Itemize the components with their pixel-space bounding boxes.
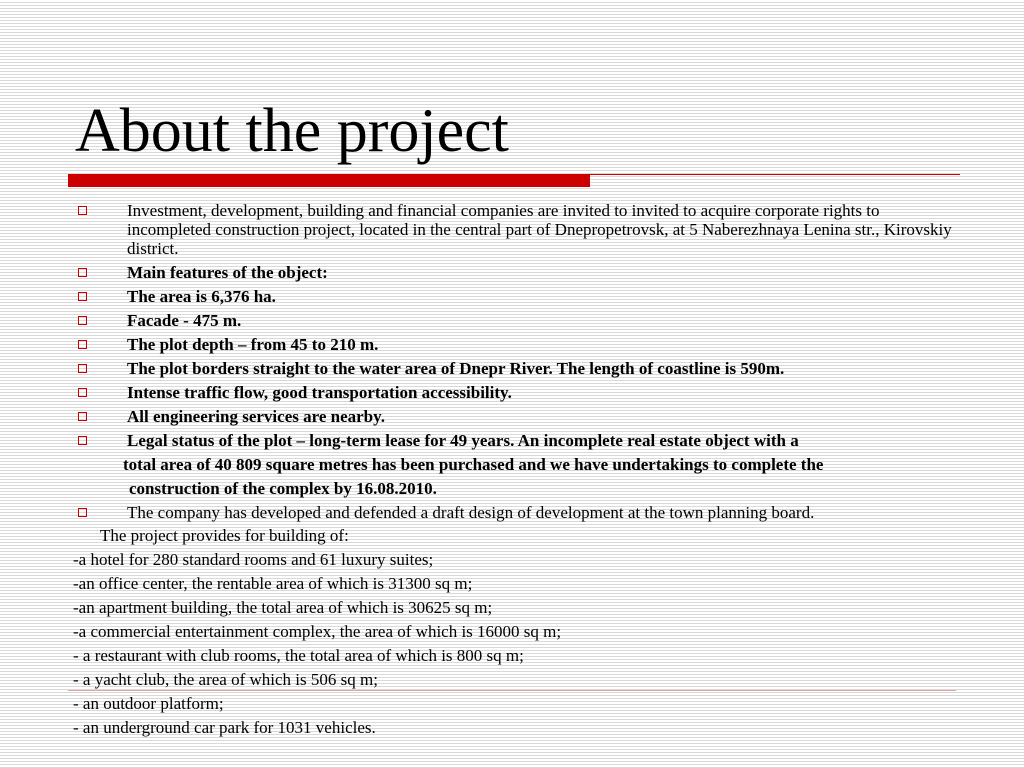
legal-status-line: Legal status of the plot – long-term lease for 49 years. An incomplete real estate object with a	[127, 431, 799, 450]
provides-intro: The project provides for building of:	[100, 526, 349, 545]
provision-item: -an office center, the rentable area of which is 31300 sq m;	[73, 574, 473, 593]
feature-text: Facade - 475 m.	[127, 311, 242, 330]
hollow-square-icon	[78, 388, 87, 397]
feature-text: The area is 6,376 ha.	[127, 287, 276, 306]
hollow-square-icon	[78, 316, 87, 325]
hollow-square-icon	[78, 436, 87, 445]
provision-item: -an apartment building, the total area of which is 30625 sq m;	[73, 598, 493, 617]
provision-item: - a restaurant with club rooms, the total area of which is 800 sq m;	[73, 646, 524, 665]
feature-text: Intense traffic flow, good transportation accessibility.	[127, 383, 512, 402]
feature-text: The plot borders straight to the water area of Dnepr River. The length of coastline is 590m.	[127, 359, 785, 378]
slide-title: About the project	[75, 97, 509, 165]
hollow-square-icon	[78, 364, 87, 373]
provision-item: - a yacht club, the area of which is 506 sq m;	[73, 670, 378, 689]
hollow-square-icon	[78, 292, 87, 301]
company-text: The company has developed and defended a draft design of development at the town planning board.	[127, 503, 815, 522]
provision-item: - an underground car park for 1031 vehicles.	[73, 718, 376, 737]
feature-text: The plot depth – from 45 to 210 m.	[127, 335, 379, 354]
feature-text: Main features of the object:	[127, 263, 328, 282]
provision-item: -a hotel for 280 standard rooms and 61 luxury suites;	[73, 550, 434, 569]
intro-bullet-text: Investment, development, building and financial companies are invited to invited to acquire corporate rights to incompleted construction project, located in the central part of Dnepropetrovsk, at 5 Naberezhnaya Lenina str., Kirovskiy district.	[127, 201, 952, 258]
feature-text: All engineering services are nearby.	[127, 407, 385, 426]
provision-item: - an outdoor platform;	[73, 694, 224, 713]
hollow-square-icon	[78, 340, 87, 349]
hollow-square-icon	[78, 268, 87, 277]
bottom-rule	[68, 690, 956, 691]
provision-item: -a commercial entertainment complex, the area of which is 16000 sq m;	[73, 622, 562, 641]
hollow-square-icon	[78, 508, 87, 517]
legal-status-line: total area of 40 809 square metres has been purchased and we have undertakings to complete the	[123, 455, 824, 474]
hollow-square-icon	[78, 206, 87, 215]
legal-status-line: construction of the complex by 16.08.2010.	[129, 479, 437, 498]
hollow-square-icon	[78, 412, 87, 421]
